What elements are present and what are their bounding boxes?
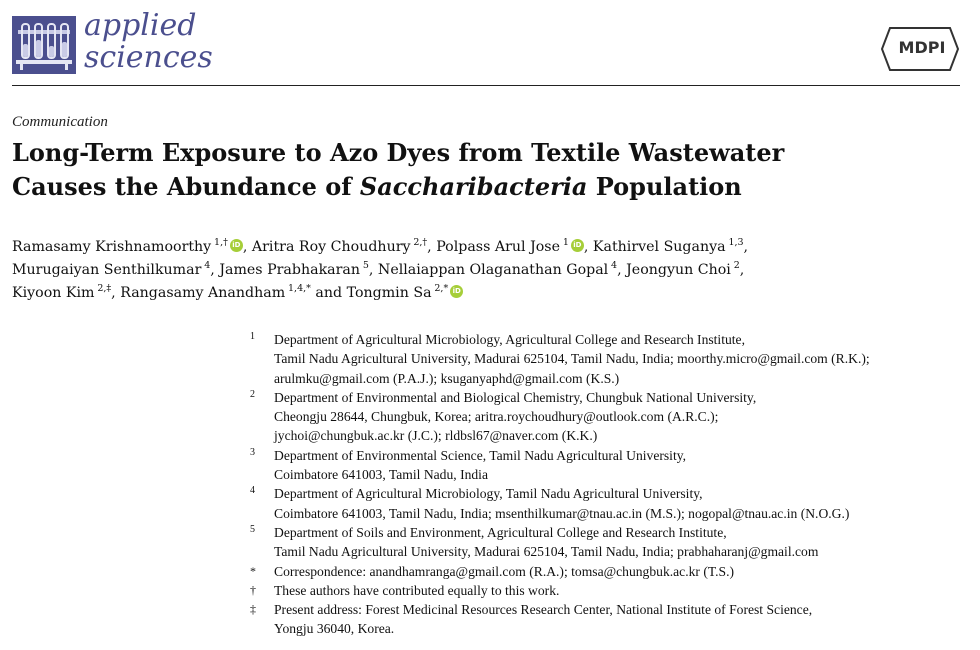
author-line xyxy=(12,259,967,282)
header-divider xyxy=(12,85,960,86)
affiliation-text: Cheongju 28644, Chungbuk, Korea; aritra.roychoudhury@outlook.com (A.R.C.); xyxy=(274,409,719,425)
affiliation-list xyxy=(246,330,976,639)
affiliation-number: 5 xyxy=(250,523,255,535)
author-line xyxy=(12,282,967,305)
author-name: Aritra Roy Choudhury xyxy=(251,239,411,255)
author-affiliation: 1 xyxy=(562,237,569,248)
author-list xyxy=(12,236,967,305)
author-name: Rangasamy Anandham xyxy=(120,285,286,301)
author-separator: , xyxy=(427,239,437,255)
affiliation-text: Department of Environmental and Biological Chemistry, Chungbuk National University, xyxy=(274,389,757,405)
affiliation-text: Coimbatore 641003, Tamil Nadu, India xyxy=(274,467,488,483)
journal-name-line2: sciences xyxy=(84,40,213,75)
equal-contribution-text: These authors have contributed equally to this work. xyxy=(274,582,560,598)
author[interactable] xyxy=(436,239,584,255)
author-line xyxy=(12,236,967,259)
journal-name[interactable] xyxy=(84,10,284,74)
author-name: Tongmin Sa xyxy=(346,285,432,301)
author[interactable] xyxy=(593,239,744,255)
affiliation-number: 3 xyxy=(250,446,255,458)
title-line-1: Long-Term Exposure to Azo Dyes from Textile Wastewater xyxy=(12,138,785,167)
affiliation-number: 2 xyxy=(250,388,255,400)
affiliation-item xyxy=(246,446,976,485)
article-type: Communication xyxy=(12,114,108,130)
affiliation-text: Coimbatore 641003, Tamil Nadu, India; msenthilkumar@tnau.ac.in (M.S.); nogopal@tnau.ac.in (N.O.G.) xyxy=(274,505,850,521)
author-separator: , xyxy=(617,262,627,278)
author-affiliation: 1,3 xyxy=(728,237,744,248)
author[interactable] xyxy=(626,262,740,278)
author-separator: and xyxy=(310,285,347,301)
present-address-note xyxy=(246,600,976,639)
correspondence-text: Correspondence: anandhamranga@gmail.com (R.A.); tomsa@chungbuk.ac.kr (T.S.) xyxy=(274,563,735,579)
title-line-2 xyxy=(12,170,962,204)
affiliation-number: 4 xyxy=(250,485,255,497)
author-name: Kathirvel Suganya xyxy=(592,239,726,255)
affiliation-item xyxy=(246,523,976,562)
author[interactable] xyxy=(219,262,369,278)
asterisk-mark: * xyxy=(250,563,256,578)
affiliation-text: Department of Environmental Science, Tamil Nadu Agricultural University, xyxy=(274,447,687,463)
affiliation-item xyxy=(246,484,976,523)
author-separator: , xyxy=(111,285,121,301)
author-separator: , xyxy=(739,262,745,278)
affiliation-text: Tamil Nadu Agricultural University, Madurai 625104, Tamil Nadu, India; prabhaharanj@gmail.com xyxy=(274,544,819,560)
test-tubes-rack-icon xyxy=(12,16,76,74)
author-name: Jeongyun Choi xyxy=(626,262,731,278)
author-affiliation: 1,4,* xyxy=(288,283,311,294)
author-affiliation: 2,† xyxy=(413,237,428,248)
title-taxon: Saccharibacteria xyxy=(359,172,588,201)
affiliation-item xyxy=(246,330,976,388)
present-address-text: Present address: Forest Medicinal Resources Research Center, National Institute of Forest Science, xyxy=(274,602,813,618)
equal-contribution-note xyxy=(246,581,976,600)
title-line-2-start: Causes the Abundance of xyxy=(12,172,360,201)
author-affiliation: 5 xyxy=(362,260,369,271)
affiliation-text: Department of Agricultural Microbiology, Tamil Nadu Agricultural University, xyxy=(274,486,703,502)
publisher-logo[interactable] xyxy=(880,26,960,72)
author-name: Polpass Arul Jose xyxy=(436,239,560,255)
author-affiliation: 4 xyxy=(204,260,211,271)
author[interactable] xyxy=(347,285,464,301)
author[interactable] xyxy=(12,239,243,255)
author-affiliation: 1,† xyxy=(214,237,228,248)
author[interactable] xyxy=(12,262,210,278)
affiliation-text: Tamil Nadu Agricultural University, Madurai 625104, Tamil Nadu, India; moorthy.micro@gmail.com (R.K.); xyxy=(274,351,870,367)
author[interactable] xyxy=(252,239,427,255)
affiliation-item xyxy=(246,388,976,446)
author-separator: , xyxy=(583,239,593,255)
publisher-name: MDPI xyxy=(898,38,946,57)
affiliation-text: Department of Soils and Environment, Agricultural College and Research Institute, xyxy=(274,524,727,540)
correspondence-note xyxy=(246,562,976,581)
author-affiliation: 2 xyxy=(733,260,740,271)
author-separator: , xyxy=(743,239,749,255)
dagger-mark: † xyxy=(250,582,256,597)
author-affiliation: 4 xyxy=(611,260,618,271)
author-name: Ramasamy Krishnamoorthy xyxy=(12,239,212,255)
present-address-text: Yongju 36040, Korea. xyxy=(274,621,395,637)
author-name: Nellaiappan Olaganathan Gopal xyxy=(377,262,609,278)
double-dagger-mark: ‡ xyxy=(250,602,256,617)
title-line-2-end: Population xyxy=(587,172,742,201)
author[interactable] xyxy=(120,285,311,301)
orcid-icon[interactable] xyxy=(450,285,463,298)
author-affiliation: 2,* xyxy=(434,283,449,294)
affiliation-text: arulmku@gmail.com (P.A.J.); ksuganyaphd@gmail.com (K.S.) xyxy=(274,370,620,386)
article-title xyxy=(12,136,962,204)
affiliation-text: jychoi@chungbuk.ac.kr (J.C.); rldbsl67@naver.com (K.K.) xyxy=(274,428,598,444)
author[interactable] xyxy=(12,285,111,301)
author-name: James Prabhakaran xyxy=(219,262,360,278)
author[interactable] xyxy=(378,262,617,278)
orcid-icon[interactable] xyxy=(230,239,243,252)
affiliation-text: Department of Agricultural Microbiology, Agricultural College and Research Institute, xyxy=(274,332,745,347)
author-affiliation: 2,‡ xyxy=(97,283,112,294)
journal-header xyxy=(0,0,980,86)
author-name: Kiyoon Kim xyxy=(12,285,95,301)
orcid-icon[interactable] xyxy=(571,239,584,252)
affiliation-number: 1 xyxy=(250,331,255,342)
author-separator: , xyxy=(242,239,252,255)
author-name: Murugaiyan Senthilkumar xyxy=(12,262,202,278)
journal-name-line1: applied xyxy=(84,8,197,43)
author-separator: , xyxy=(368,262,378,278)
author-separator: , xyxy=(210,262,220,278)
